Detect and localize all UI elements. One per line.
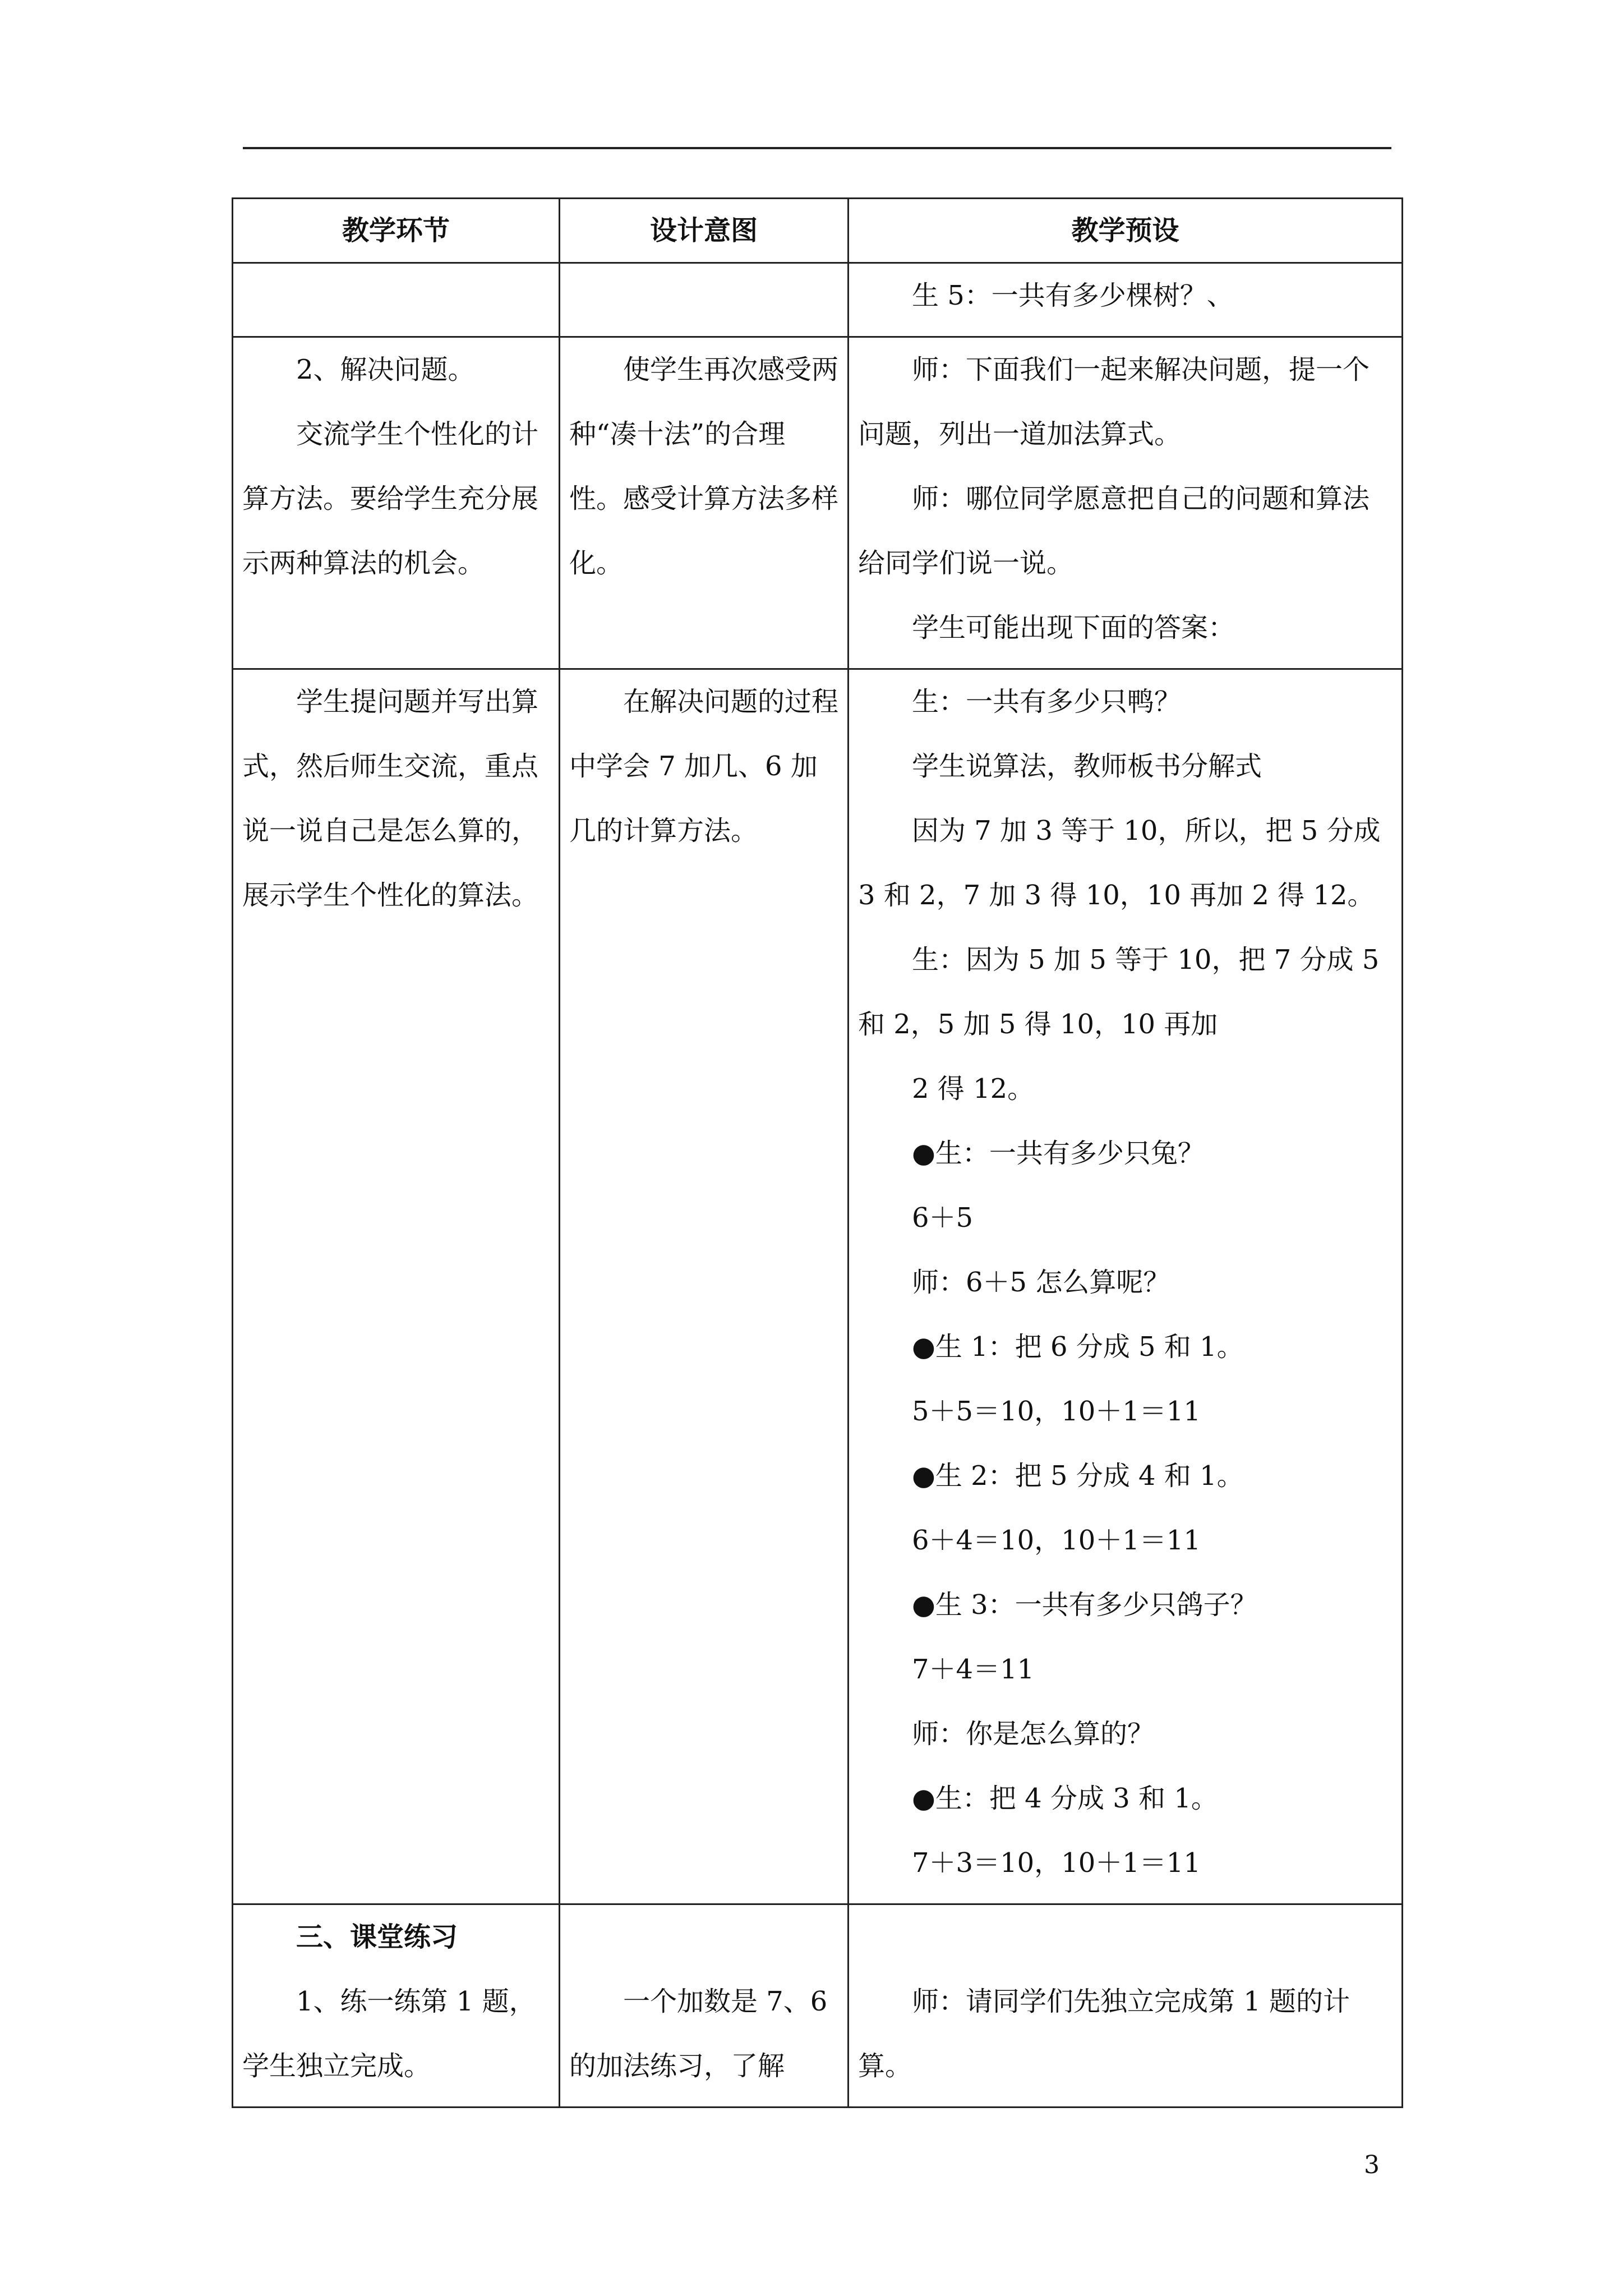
cell-plan xyxy=(849,669,1403,1904)
header-design-intent: 设计意图 xyxy=(560,199,849,263)
plan-line: 5＋5＝10，10＋1＝11 xyxy=(912,1396,1201,1427)
plan-line: ●生 3：一共有多少只鸽子？ xyxy=(912,1589,1257,1621)
section-heading: 三、课堂练习 xyxy=(296,1921,458,1953)
plan-line: 师：哪位同学愿意把自己的问题和算法给同学们说一说。 xyxy=(858,483,1370,579)
header-teaching-plan: 教学预设 xyxy=(849,199,1403,263)
intent-line: 使学生再次感受两种“凑十法”的合理性。感受计算方法多样化。 xyxy=(569,354,839,579)
table-row xyxy=(233,1904,1403,2108)
cell-stage xyxy=(233,337,560,669)
plan-line: 6＋5 xyxy=(912,1202,974,1234)
stage-line: 学生提问题并写出算式，然后师生交流，重点说一说自己是怎么算的，展示学生个性化的算法。 xyxy=(242,686,539,911)
page-number: 3 xyxy=(1364,2151,1380,2179)
plan-line: 生 5：一共有多少棵树？、 xyxy=(912,280,1234,311)
stage-line: 交流学生个性化的计算方法。要给学生充分展示两种算法的机会。 xyxy=(242,418,539,579)
header-rule xyxy=(243,147,1391,149)
plan-line: 6＋4＝10，10＋1＝11 xyxy=(912,1525,1201,1556)
plan-line: ●生 1：把 6 分成 5 和 1。 xyxy=(912,1331,1244,1363)
table-row xyxy=(233,337,1403,669)
cell-plan xyxy=(849,1904,1403,2108)
table-header-row xyxy=(233,199,1403,263)
cell-plan xyxy=(849,263,1403,337)
plan-line: 生：一共有多少只鸭？ xyxy=(912,686,1182,717)
intent-line: 在解决问题的过程中学会 7 加几、6 加几的计算方法。 xyxy=(569,686,839,846)
plan-line: 师：下面我们一起来解决问题，提一个问题，列出一道加法算式。 xyxy=(858,354,1370,450)
plan-line: 2 得 12。 xyxy=(912,1073,1035,1105)
cell-intent xyxy=(560,263,849,337)
cell-stage xyxy=(233,669,560,1904)
plan-line: 7＋3＝10，10＋1＝11 xyxy=(912,1847,1201,1879)
stage-line: 2、解决问题。 xyxy=(296,354,475,385)
intent-line: 一个加数是 7、6 的加法练习，了解 xyxy=(569,1986,828,2082)
plan-line: ●生：把 4 分成 3 和 1。 xyxy=(912,1783,1218,1814)
plan-line: 因为 7 加 3 等于 10，所以，把 5 分成 3 和 2，7 加 3 得 10，10 再加 2 得 12。 xyxy=(858,815,1381,911)
cell-stage xyxy=(233,1904,560,2108)
plan-line: ●生：一共有多少只兔？ xyxy=(912,1138,1205,1169)
cell-intent xyxy=(560,669,849,1904)
cell-intent xyxy=(560,337,849,669)
plan-line: 生：因为 5 加 5 等于 10，把 7 分成 5 和 2，5 加 5 得 10，10 再加 xyxy=(858,944,1380,1040)
plan-line: ●生 2：把 5 分成 4 和 1。 xyxy=(912,1460,1244,1492)
plan-line: 师：请同学们先独立完成第 1 题的计算。 xyxy=(858,1986,1350,2082)
plan-line: 学生说算法，教师板书分解式 xyxy=(912,751,1262,782)
header-teaching-stage: 教学环节 xyxy=(233,199,560,263)
table-row xyxy=(233,669,1403,1904)
cell-intent xyxy=(560,1904,849,2108)
table-row xyxy=(233,263,1403,337)
stage-line: 1、练一练第 1 题，学生独立完成。 xyxy=(242,1986,536,2082)
plan-line: 学生可能出现下面的答案： xyxy=(912,612,1235,643)
plan-line: 7＋4＝11 xyxy=(912,1654,1035,1685)
cell-stage xyxy=(233,263,560,337)
cell-plan xyxy=(849,337,1403,669)
plan-line: 师：你是怎么算的？ xyxy=(912,1718,1155,1750)
plan-line: 师：6＋5 怎么算呢？ xyxy=(912,1267,1170,1298)
lesson-plan-table xyxy=(232,197,1403,2108)
